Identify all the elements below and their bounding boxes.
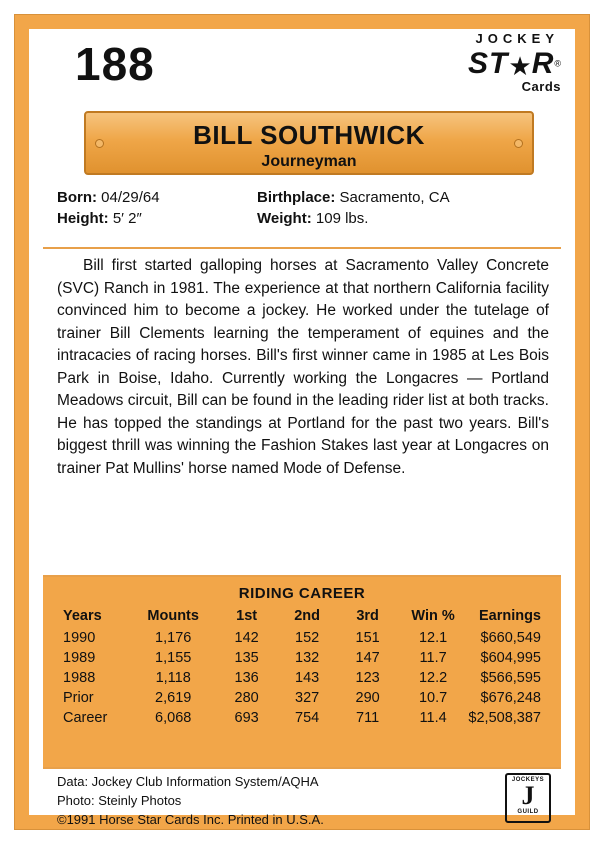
- rider-role: Journeyman: [261, 153, 357, 170]
- vital-weight-label: Weight:: [257, 210, 312, 227]
- vital-birthplace-label: Birthplace:: [257, 189, 336, 206]
- col-header-third: 3rd: [356, 608, 379, 624]
- vital-born-label: Born:: [57, 189, 97, 206]
- col-header-years: Years: [63, 608, 102, 624]
- nameplate: [84, 111, 534, 175]
- cell-earnings: $566,595: [480, 670, 541, 686]
- cell-years: Prior: [63, 690, 94, 706]
- star-icon: ★: [508, 51, 532, 81]
- guild-letter: J: [521, 781, 535, 810]
- cell-mounts: 2,619: [155, 690, 192, 706]
- vital-weight: [257, 210, 547, 227]
- cell-first: 693: [234, 710, 259, 726]
- guild-bottom-text: GUILD: [517, 809, 539, 815]
- cell-second: 327: [295, 690, 320, 706]
- card-footer: [57, 773, 561, 830]
- vitals-section: [57, 189, 547, 231]
- col-header-earnings: Earnings: [478, 608, 541, 624]
- footer-copyright: ©1991 Horse Star Cards Inc. Printed in U.S.A.: [57, 812, 324, 827]
- cell-mounts: 1,155: [155, 650, 192, 666]
- riding-career-table: [43, 606, 561, 728]
- cell-third: 290: [355, 690, 380, 706]
- col-header-second: 2nd: [294, 608, 320, 624]
- biography-text: Bill first started galloping horses at Sacramento Valley Concrete (SVC) Ranch in 1981. The experience at that northern California facility convinced him to become a jockey. He worked under the tutelage of trainer Bill Clements learning the temperament of equines and the intracacies of racing horses. Bill's first winner came in 1985 at Les Bois Park in Boise, Idaho. Currently working the Longacres — Portland Meadows circuit, Bill can be found in the leading rider list at both tracks. He has topped the standings at Portland for the past two years. Bill's biggest thrill was winning the Fashion Stakes last year at Longacres on trainer Pat Mullins' horse named Mode of Defense.: [57, 257, 549, 477]
- card-number: 188: [75, 38, 155, 90]
- cell-years: 1988: [63, 670, 96, 686]
- vitals-row: [57, 189, 547, 206]
- table-row: [43, 648, 561, 668]
- vital-born: [57, 189, 257, 206]
- footer-data-source: Data: Jockey Club Information System/AQHA: [57, 774, 319, 789]
- cell-third: 151: [355, 630, 380, 646]
- cell-third: 147: [355, 650, 380, 666]
- cell-mounts: 1,176: [155, 630, 192, 646]
- table-row: [43, 668, 561, 688]
- brand-cards-text: Cards: [521, 79, 561, 94]
- table-row: [43, 688, 561, 708]
- cell-win-pct: 11.7: [419, 650, 447, 666]
- card-header: [29, 29, 575, 107]
- cell-earnings: $604,995: [480, 650, 541, 666]
- riding-career-title: RIDING CAREER: [238, 585, 366, 602]
- brand-star-row: [411, 47, 561, 83]
- brand-jockey-text: JOCKEY: [475, 31, 559, 46]
- cell-second: 132: [295, 650, 320, 666]
- cell-first: 142: [234, 630, 259, 646]
- col-header-win-pct: Win %: [411, 608, 455, 624]
- footer-photo-credit: Photo: Steinly Photos: [57, 793, 182, 808]
- nameplate-background: [84, 111, 534, 175]
- cell-earnings: $2,508,387: [468, 710, 541, 726]
- cell-mounts: 6,068: [155, 710, 192, 726]
- cell-years: 1989: [63, 650, 96, 666]
- vital-born-value: 04/29/64: [101, 189, 160, 206]
- vital-birthplace: [257, 189, 547, 206]
- cell-win-pct: 12.2: [418, 670, 448, 686]
- cell-mounts: 1,118: [155, 670, 191, 686]
- vital-weight-value: 109 lbs.: [315, 210, 369, 227]
- cell-win-pct: 10.7: [418, 690, 448, 706]
- card-inner-panel: [29, 29, 575, 827]
- cell-first: 136: [234, 670, 259, 686]
- trading-card: [14, 14, 590, 830]
- riding-career-section: [43, 575, 561, 769]
- col-header-mounts: Mounts: [147, 608, 199, 624]
- cell-years: Career: [63, 710, 108, 726]
- brand-logo: [411, 31, 561, 94]
- vital-height-label: Height:: [57, 210, 109, 227]
- cell-second: 754: [295, 710, 320, 726]
- cell-second: 152: [295, 630, 320, 646]
- jockeys-guild-logo: [505, 773, 551, 823]
- brand-star-prefix: ST: [468, 47, 509, 80]
- cell-second: 143: [295, 670, 320, 686]
- brand-star-suffix: R: [531, 47, 555, 80]
- guild-top-text: JOCKEYS: [511, 777, 545, 783]
- table-row: [43, 708, 561, 728]
- vital-birthplace-value: Sacramento, CA: [339, 189, 450, 206]
- cell-first: 135: [234, 650, 259, 666]
- table-header-row: [43, 606, 561, 628]
- rider-name: BILL SOUTHWICK: [193, 120, 425, 150]
- cell-third: 711: [356, 710, 380, 726]
- cell-third: 123: [355, 670, 380, 686]
- cell-win-pct: 11.4: [419, 710, 447, 726]
- vital-height: [57, 210, 257, 227]
- cell-earnings: $660,549: [480, 630, 541, 646]
- registered-mark: ®: [554, 58, 561, 69]
- vital-height-value: 5′ 2″: [112, 210, 142, 227]
- col-header-first: 1st: [236, 608, 258, 624]
- divider: [43, 247, 561, 249]
- cell-years: 1990: [63, 630, 96, 646]
- cell-win-pct: 12.1: [418, 630, 448, 646]
- cell-earnings: $676,248: [480, 690, 541, 706]
- vitals-row: [57, 210, 547, 227]
- table-row: [43, 628, 561, 648]
- cell-first: 280: [234, 690, 259, 706]
